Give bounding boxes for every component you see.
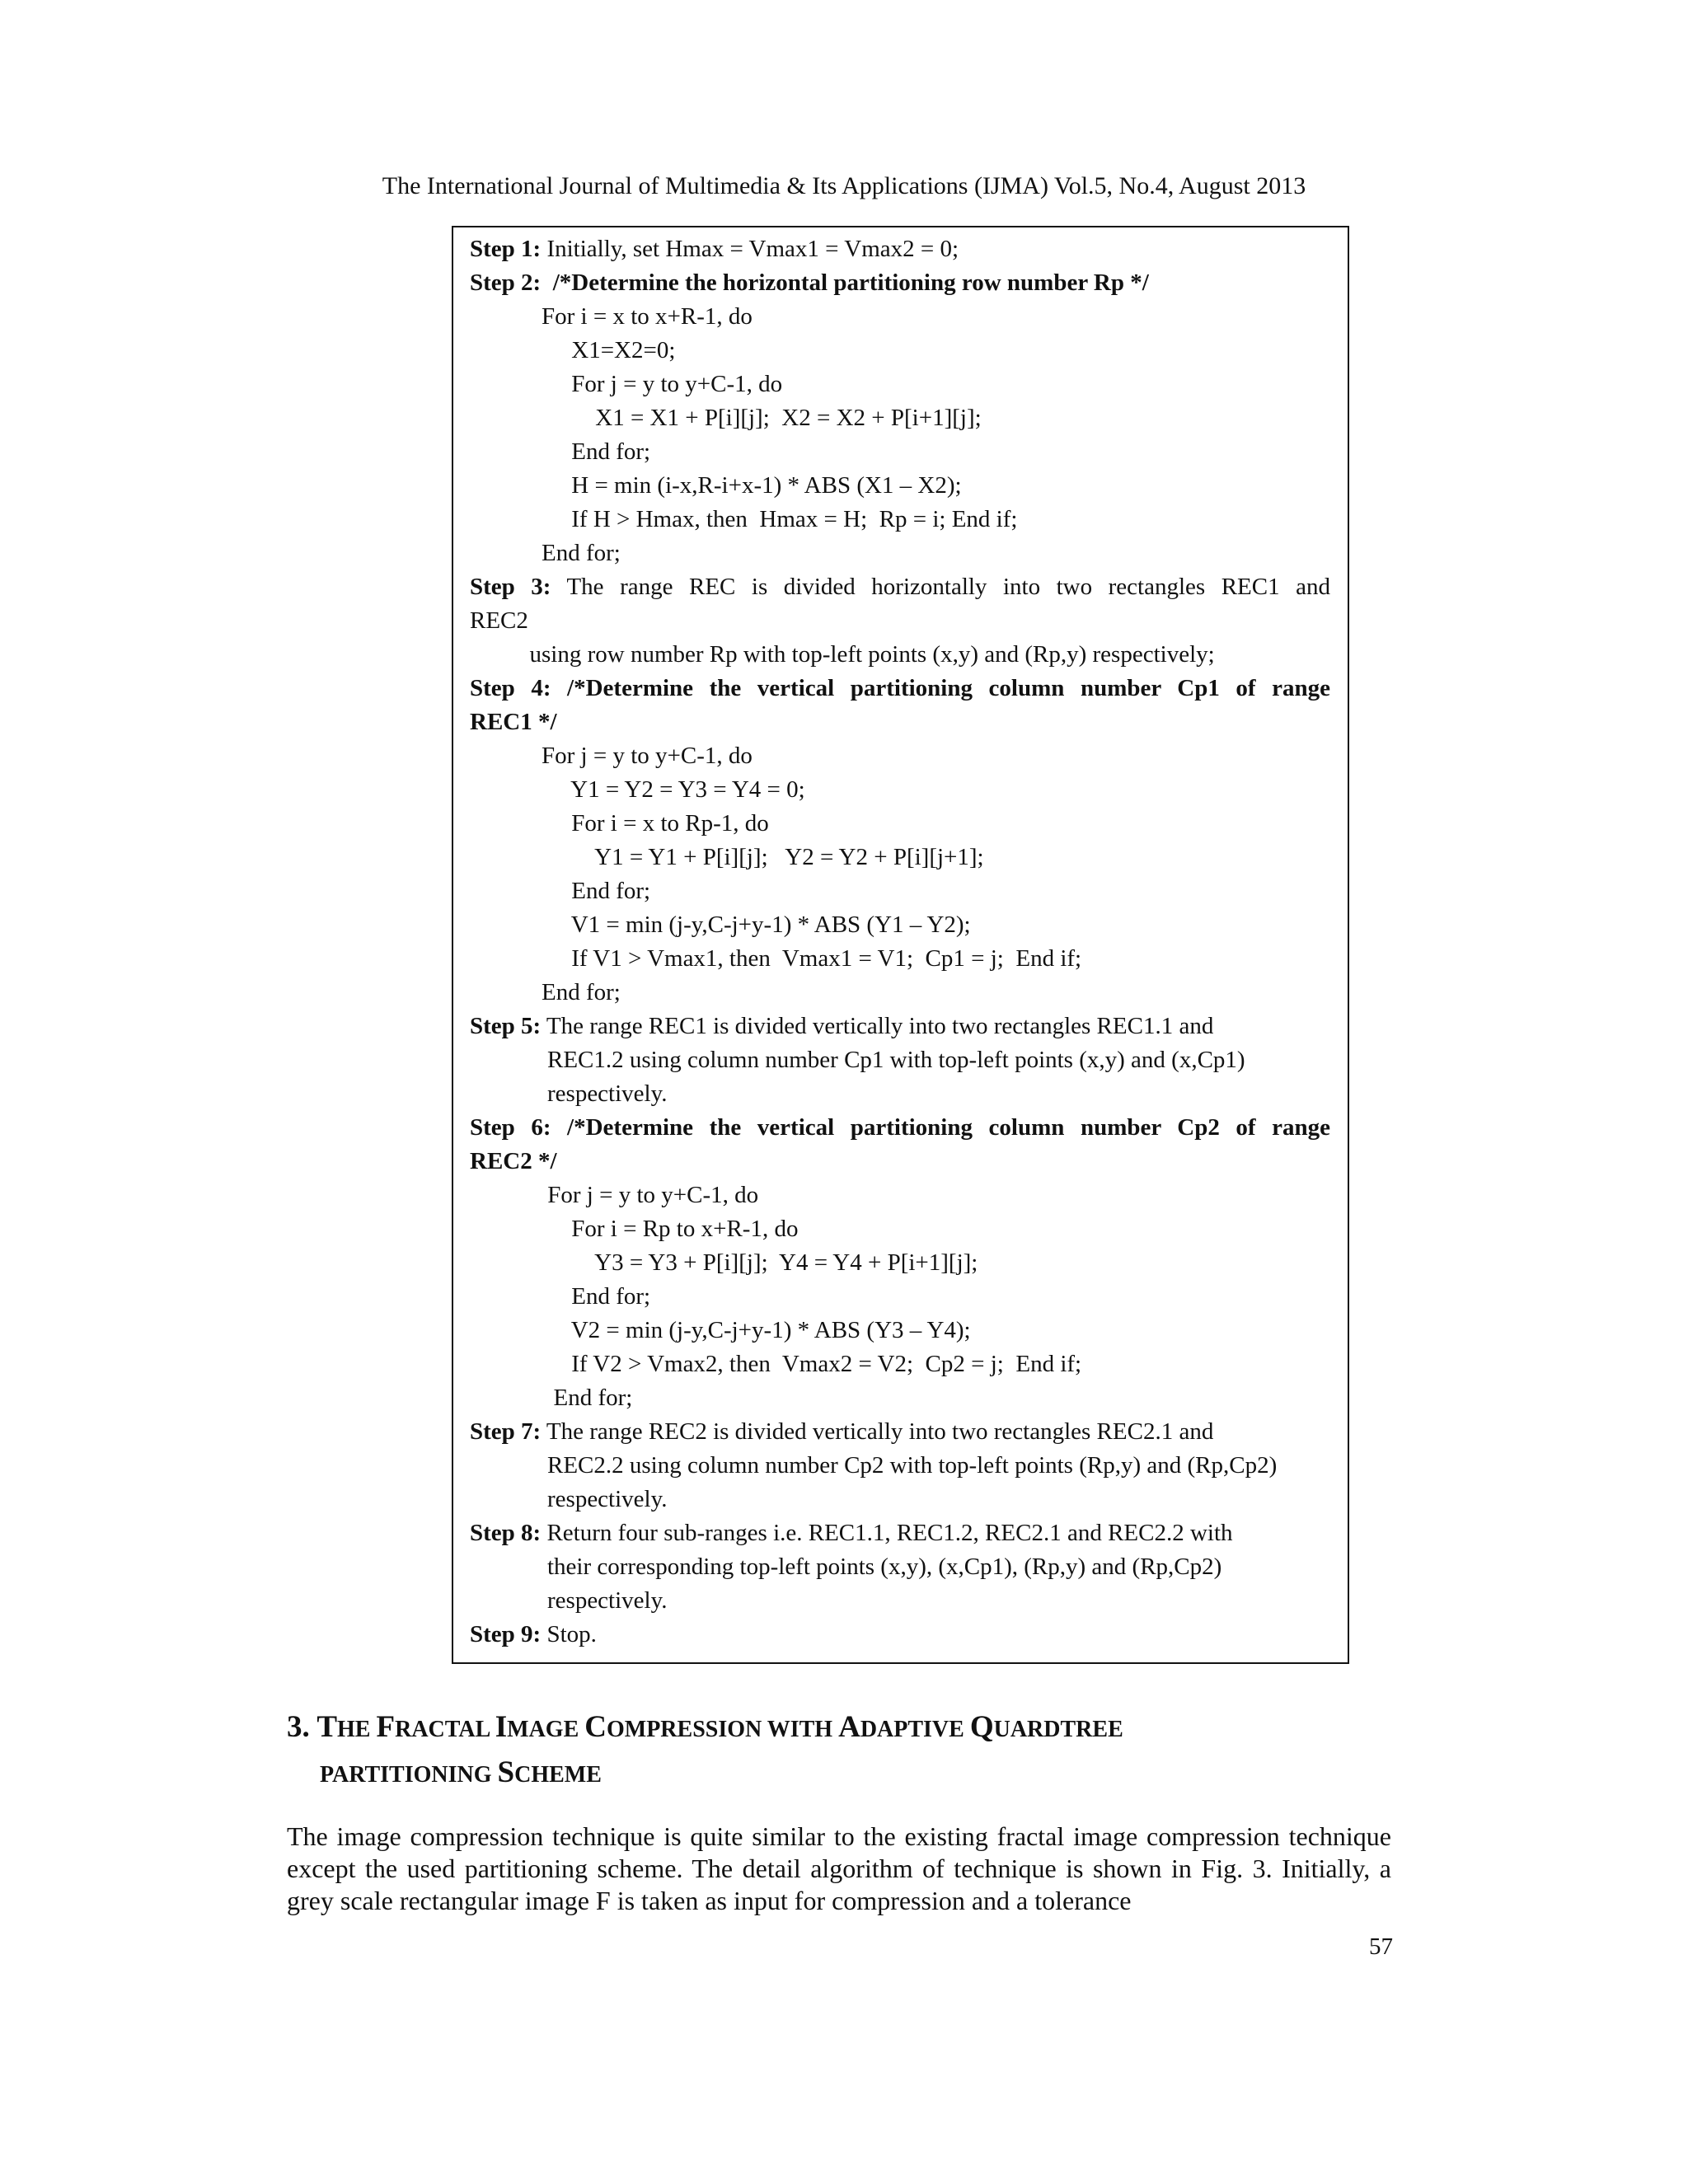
code-line: End for;: [470, 1385, 633, 1411]
step-text-cont: REC2.2 using column number Cp2 with top-left points (Rp,y) and (Rp,Cp2) respectively.: [547, 1452, 1278, 1512]
step-text-cont: using row number Rp with top-left points (x,y) and (Rp,y) respectively;: [470, 641, 1215, 668]
code-line: End for;: [470, 878, 651, 904]
code-line: End for;: [470, 438, 651, 465]
step-text-cont: REC2 */: [470, 1148, 557, 1174]
body-paragraph: The image compression technique is quite similar to the existing fractal image compression technique except the used partitioning scheme. The detail algorithm of technique is shown in Fig. 3. Initially, a grey scale rectangular image F is taken as input for compression and a tolerance: [287, 1821, 1391, 1915]
step-text-cont: REC1 */: [470, 709, 557, 735]
step-text-cont: REC1.2 using column number Cp1 with top-left points (x,y) and (x,Cp1) respectively.: [547, 1047, 1245, 1107]
step-7: [470, 1415, 1330, 1449]
section-heading-line-2: PARTITIONING SCHEME: [320, 1755, 602, 1789]
step-label: Step 5:: [470, 1013, 542, 1039]
step-label: Step 3:: [470, 574, 551, 600]
code-line: For j = y to y+C-1, do: [470, 371, 783, 397]
page-number: 57: [1369, 1933, 1393, 1960]
code-line: For i = x to Rp-1, do: [470, 810, 769, 837]
step-1: [470, 232, 1330, 266]
step-2: [470, 266, 1330, 300]
step-text: The range REC1 is divided vertically into two rectangles REC1.1 and: [541, 1013, 1214, 1039]
code-line: V2 = min (j-y,C-j+y-1) * ABS (Y3 – Y4);: [470, 1317, 971, 1343]
step-label: Step 9:: [470, 1621, 542, 1647]
step-text: Stop.: [541, 1621, 597, 1647]
step-text: Initially, set Hmax = Vmax1 = Vmax2 = 0;: [541, 236, 959, 262]
code-line: If V2 > Vmax2, then Vmax2 = V2; Cp2 = j; End if;: [470, 1351, 1082, 1377]
code-line: V1 = min (j-y,C-j+y-1) * ABS (Y1 – Y2);: [470, 912, 971, 938]
step-text: Return four sub-ranges i.e. REC1.1, REC1.2, REC2.1 and REC2.2 with: [541, 1520, 1233, 1546]
step-8: [470, 1516, 1330, 1550]
step-4: [470, 672, 1330, 705]
step-label: Step 7:: [470, 1418, 542, 1445]
step-label: Step 8:: [470, 1520, 542, 1546]
step-label: Step 6:: [470, 1114, 551, 1141]
code-line: H = min (i-x,R-i+x-1) * ABS (X1 – X2);: [470, 472, 962, 499]
step-6: [470, 1111, 1330, 1145]
step-text: /*Determine the vertical partitioning column number Cp2 of range: [551, 1114, 1330, 1141]
step-text: /*Determine the horizontal partitioning row number Rp */: [541, 269, 1149, 296]
code-line: End for;: [470, 1283, 651, 1310]
code-line: Y1 = Y2 = Y3 = Y4 = 0;: [470, 776, 805, 803]
step-text-cont: their corresponding top-left points (x,y), (x,Cp1), (Rp,y) and (Rp,Cp2) respectively.: [547, 1554, 1222, 1614]
code-line: End for;: [470, 540, 621, 566]
code-line: If V1 > Vmax1, then Vmax1 = V1; Cp1 = j; End if;: [470, 945, 1082, 972]
code-line: Y3 = Y3 + P[i][j]; Y4 = Y4 + P[i+1][j];: [470, 1249, 978, 1276]
step-label: Step 4:: [470, 675, 551, 701]
step-text: The range REC2 is divided vertically into two rectangles REC2.1 and: [541, 1418, 1214, 1445]
step-text-cont: REC2: [470, 607, 528, 634]
step-label: Step 2:: [470, 269, 542, 296]
code-line: X1 = X1 + P[i][j]; X2 = X2 + P[i+1][j];: [470, 405, 982, 431]
code-line: For j = y to y+C-1, do: [470, 743, 753, 769]
step-text: The range REC is divided horizontally into two rectangles REC1 and: [551, 574, 1330, 600]
step-3: [470, 570, 1330, 604]
code-line: For j = y to y+C-1, do: [470, 1182, 759, 1208]
step-label: Step 1:: [470, 236, 542, 262]
code-line: For i = x to x+R-1, do: [470, 303, 753, 330]
algorithm-content: [470, 232, 1330, 1652]
running-head: The International Journal of Multimedia & Its Applications (IJMA) Vol.5, No.4, August 2013: [382, 172, 1306, 199]
code-line: Y1 = Y1 + P[i][j]; Y2 = Y2 + P[i][j+1];: [470, 844, 984, 870]
section-heading: [287, 1706, 1416, 1797]
code-line: For i = Rp to x+R-1, do: [470, 1216, 799, 1242]
code-line: If H > Hmax, then Hmax = H; Rp = i; End if;: [470, 506, 1018, 532]
code-line: X1=X2=0;: [470, 337, 676, 363]
step-5: [470, 1010, 1330, 1043]
section-heading-line-1: 3. THE FRACTAL IMAGE COMPRESSION WITH ADAPTIVE QUARDTREE: [287, 1710, 1123, 1744]
code-line: End for;: [470, 979, 621, 1005]
step-9: [470, 1618, 1330, 1652]
step-text: /*Determine the vertical partitioning column number Cp1 of range: [551, 675, 1330, 701]
